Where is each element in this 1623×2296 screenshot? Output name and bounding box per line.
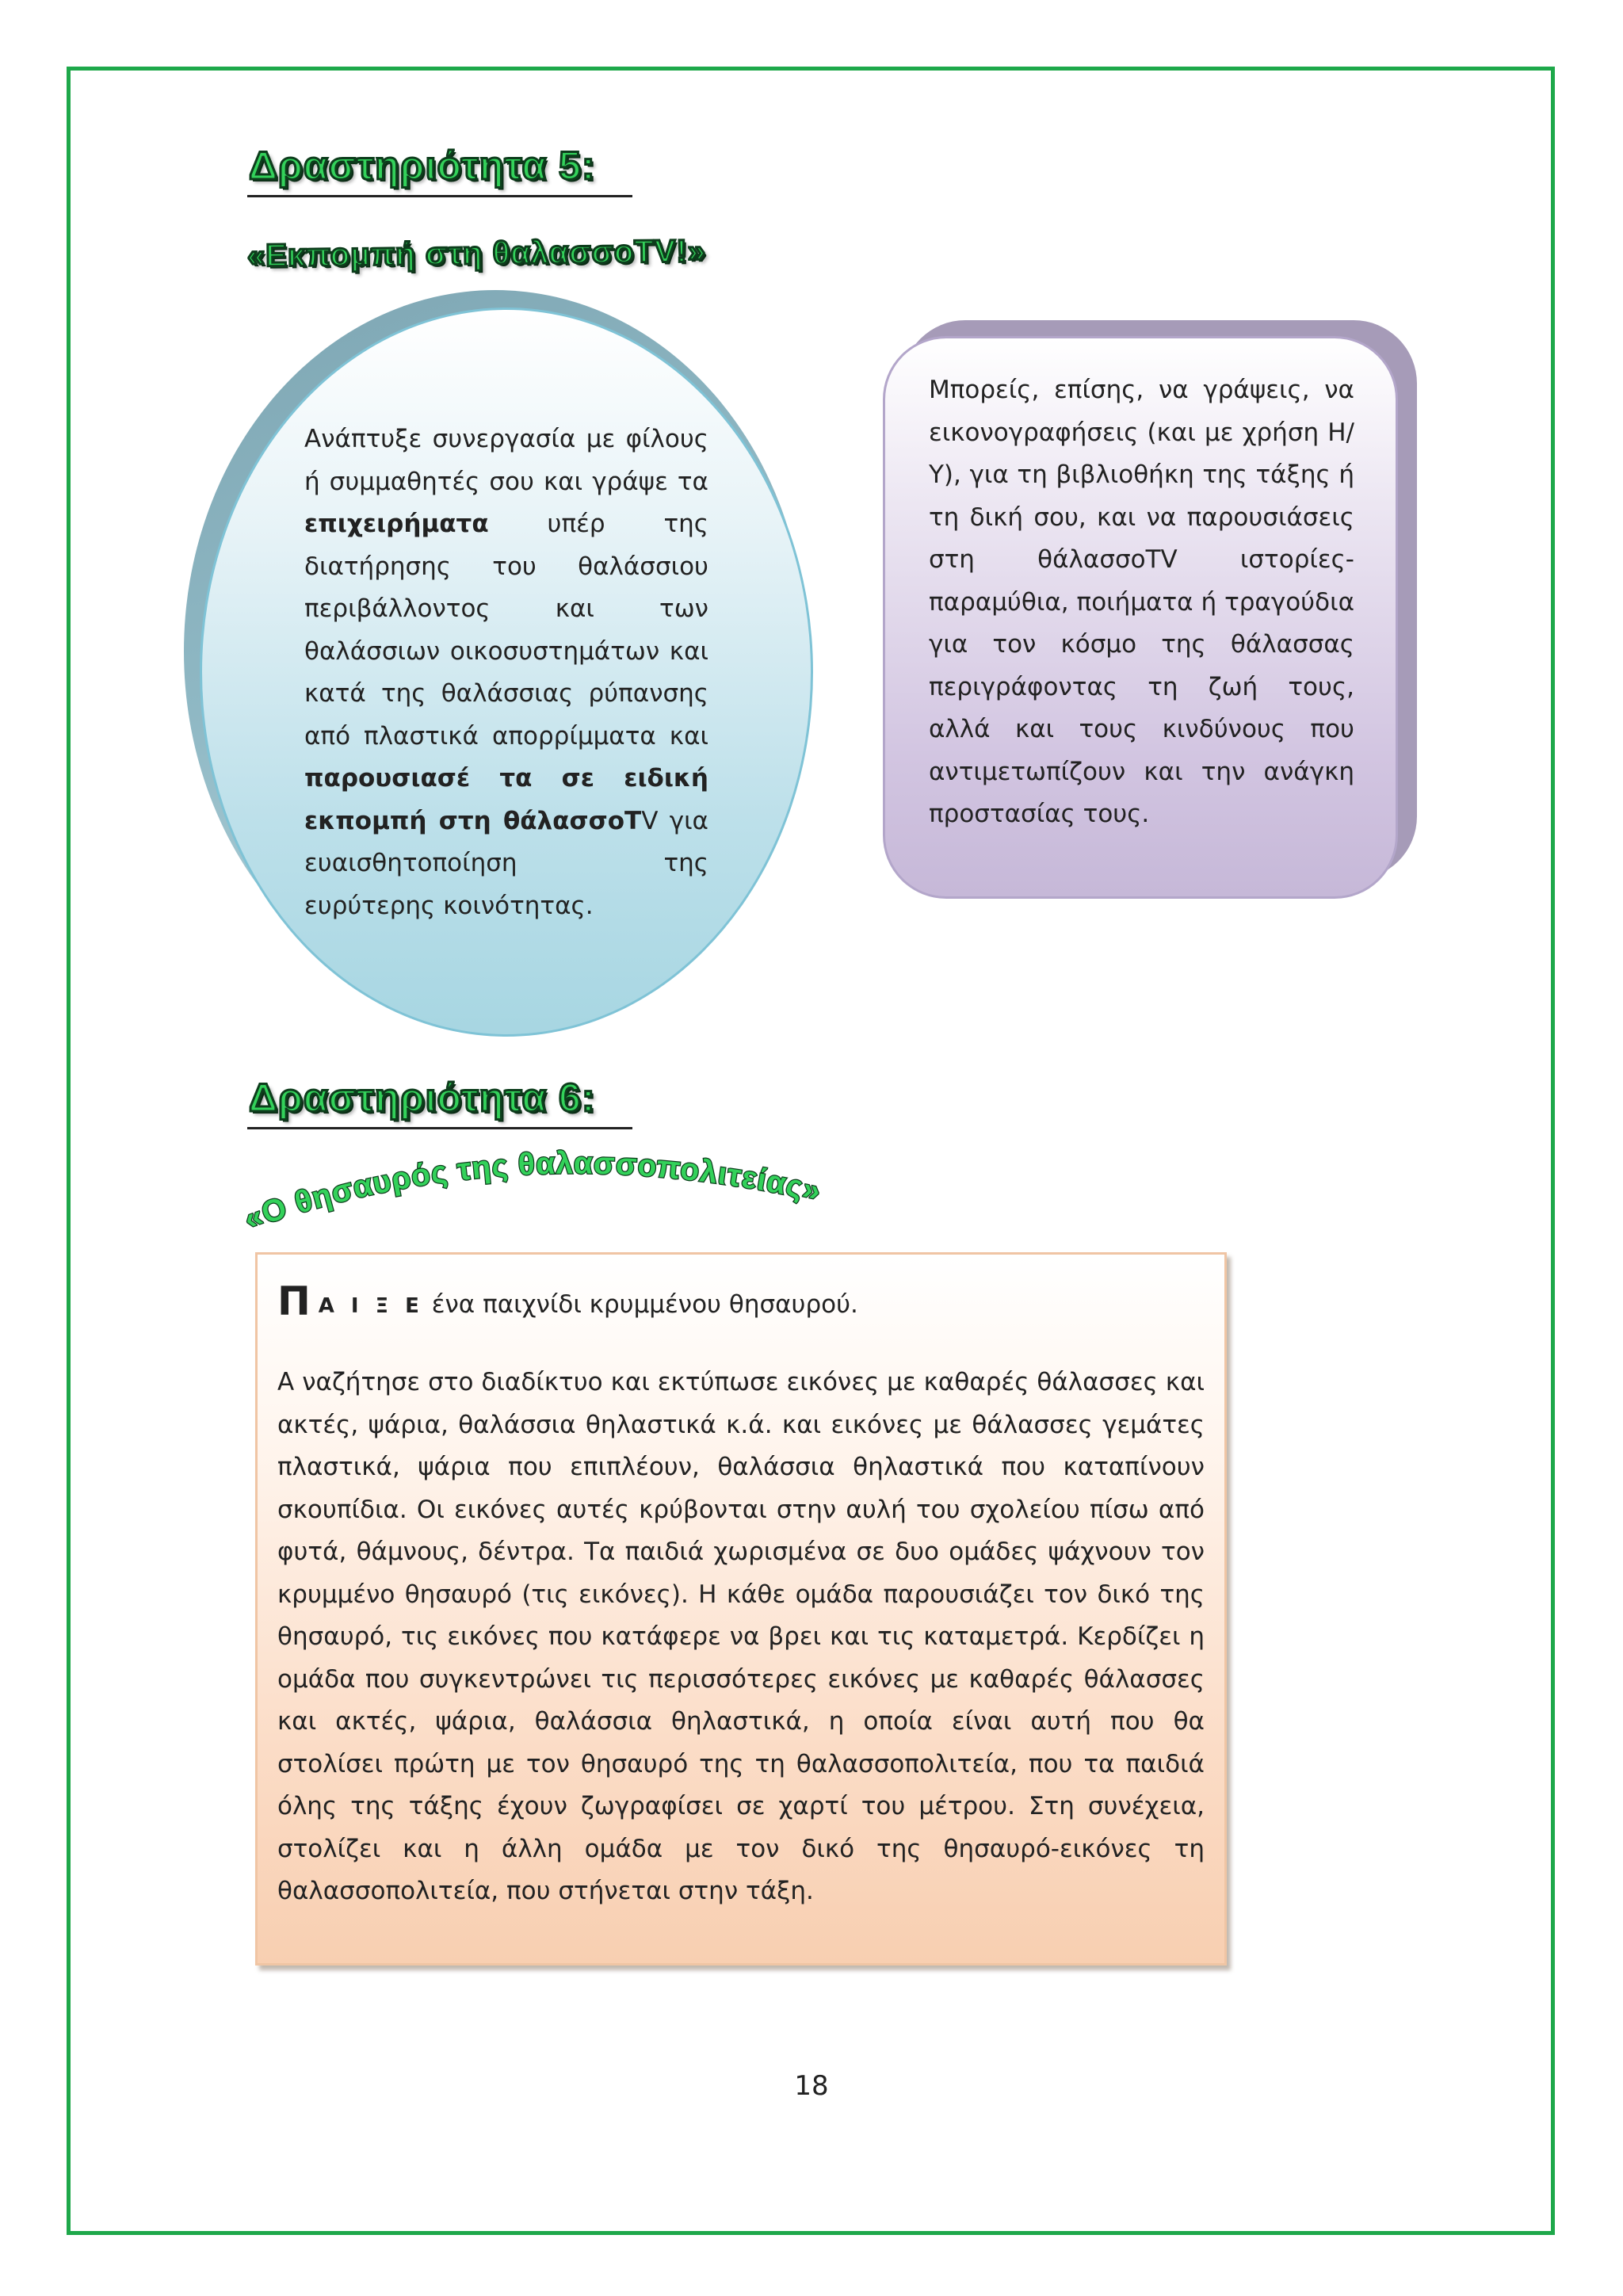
activity5-title-underline: [247, 195, 632, 197]
ellipse-text-part2: υπέρ της διατήρησης του θαλάσσιου περιβάλλοντος και των θαλάσσιων οικοσυστημάτων και κατά της θαλάσσιας ρύπανσης από πλαστικά απορρίμματα και: [304, 510, 708, 751]
intro-drop-letter: Π: [277, 1278, 311, 1324]
activity6-subtitle: «Ο θησαυρός της θαλασσοπολιτείας»: [239, 1146, 825, 1237]
game-intro: [277, 1278, 858, 1330]
side-box-text: Μπορείς, επίσης, να γράψεις, να εικονογραφήσεις (και με χρήση Η/Υ), για τη βιβλιοθήκη της τάξης ή τη δική σου, και να παρουσιάσεις στη θάλασσoTV ιστορίες-παραμύθια, ποιήματα ή τραγούδια για τον κόσμο της θάλασσας περιγράφοντας τη ζωή τους, αλλά και τους κινδύνους που αντιμετωπίζουν και την ανάγκη προστασίας τους.: [929, 376, 1354, 828]
activity5-title: Δραστηριότητα 5:: [249, 143, 596, 188]
activity6-title: Δραστηριότητα 6:: [249, 1075, 596, 1120]
ellipse-text-bold2: παρουσιασέ τα σε ειδική εκπομπή στη θάλασσοΤ: [304, 764, 708, 835]
activity6-subtitle-curve: [238, 1141, 888, 1244]
ellipse-text-part3: V για ευαισθητοποίηση της ευρύτερης κοινότητας.: [304, 806, 708, 920]
intro-rest: ένα παιχνίδι κρυμμένου θησαυρού.: [423, 1290, 858, 1319]
intro-spaced-word: Α Ι Ξ Ε: [318, 1294, 424, 1318]
ellipse-text: [304, 418, 708, 927]
activity5-subtitle: «Εκπομπή στη θαλασσοTV!»: [246, 233, 707, 274]
page-number: 18: [794, 2070, 829, 2102]
activity6-title-underline: [247, 1127, 632, 1129]
ellipse-text-part1: Ανάπτυξε συνεργασία με φίλους ή συμμαθητές σου και γράψε τα: [304, 425, 708, 496]
ellipse-text-bold1: επιχειρήματα: [304, 510, 489, 538]
game-instructions: Α ναζήτησε στο διαδίκτυο και εκτύπωσε εικόνες με καθαρές θάλασσες και ακτές, ψάρια, θαλάσσια θηλαστικά κ.ά. και εικόνες με θάλασσες γεμάτες πλαστικά, ψάρια που επιπλέουν, θαλάσσια θηλαστικά που καταπίνουν σκουπίδια. Οι εικόνες αυτές κρύβονται στην αυλή του σχολείου πίσω από φυτά, θάμνους, δέντρα. Τα παιδιά χωρισμένα σε δυο ομάδες ψάχνουν τον κρυμμένο θησαυρό (τις εικόνες). Η κάθε ομάδα παρουσιάζει τον δικό της θησαυρό, τις εικόνες που κατάφερε να βρει και τις καταμετρά. Κερδίζει η ομάδα που συγκεντρώνει τις περισσότερες εικόνες με καθαρές θάλασσες και ακτές, ψάρια, θαλάσσια θηλαστικά, η οποία είναι αυτή που θα στολίσει πρώτη με τον θησαυρό της τη θαλασσοπολιτεία, που τα παιδιά όλης της τάξης έχουν ζωγραφίσει σε χαρτί του μέτρου. Στη συνέχεια, στολίζει και η άλλη ομάδα με τον δικό της θησαυρό-εικόνες τη θαλασσοπολιτεία, που στήνεται στην τάξη.: [277, 1368, 1205, 1905]
